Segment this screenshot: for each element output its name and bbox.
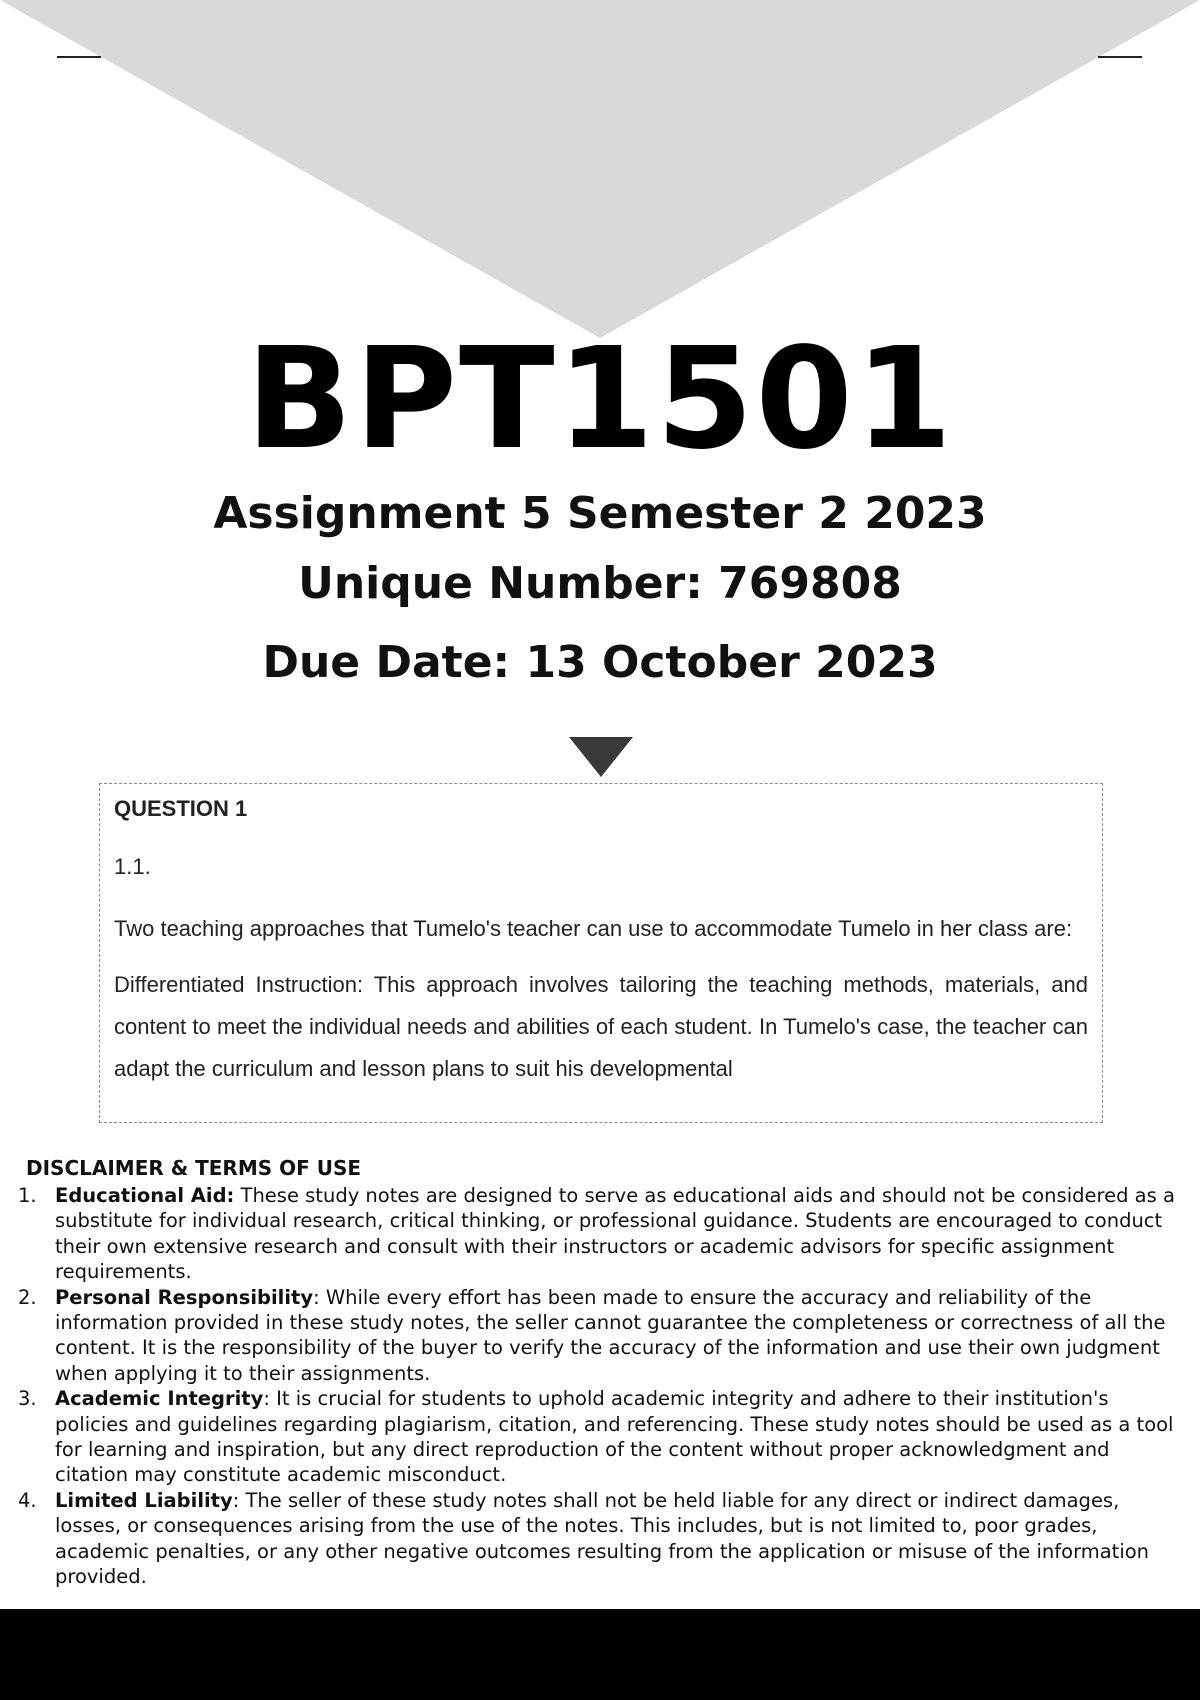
banner-triangle-decoration	[0, 0, 1200, 340]
due-date: Due Date: 13 October 2023	[262, 637, 938, 688]
question-number: 1.1.	[114, 854, 151, 879]
disclaimer-item-number: 4.	[18, 1488, 37, 1512]
disclaimer-item-text: : The seller of these study notes shall not be held liable for any direct or indirect damages, losses, or consequences arising from the use of the notes. This includes, but is not limited to, poor grades, academic penalties, or any other negative outcomes resulting from the application or misuse of the information provided.	[55, 1488, 1150, 1589]
disclaimer-item	[18, 1488, 1188, 1590]
banner-triangle	[0, 0, 1200, 338]
disclaimer-item-heading: Personal Responsibility	[55, 1285, 314, 1309]
disclaimer-item-number: 3.	[18, 1387, 37, 1411]
disclaimer-item	[18, 1386, 1188, 1488]
disclaimer-list	[18, 1183, 1188, 1590]
disclaimer-item-text: : While every effort has been made to ensure the accuracy and reliability of the information provided in these study notes, the seller cannot guarantee the completeness or correctness of all the content. It is the responsibility of the buyer to verify the accuracy of the information and use their own judgment when applying it to their assignments.	[55, 1285, 1166, 1385]
disclaimer-section	[18, 1155, 1188, 1590]
disclaimer-item-number: 1.	[18, 1184, 37, 1207]
question-heading: QUESTION 1	[114, 796, 248, 821]
disclaimer-item-heading: Academic Integrity	[55, 1387, 264, 1411]
course-code-title: BPT1501	[245, 318, 955, 481]
disclaimer-item-text: : It is crucial for students to uphold academic integrity and adhere to their institution's policies and guidelines regarding plagiarism, citation, and referencing. These study notes should be used as a tool for learning and inspiration, but any direct reproduction of the content without proper acknowledgment and citation may constitute academic misconduct.	[55, 1387, 1174, 1487]
answer-preview-box	[99, 783, 1103, 1123]
unique-number: Unique Number: 769808	[298, 558, 902, 609]
disclaimer-item-number: 2.	[18, 1285, 37, 1309]
down-arrow-icon	[569, 737, 633, 777]
footer-bar	[0, 1609, 1200, 1700]
answer-paragraph: Two teaching approaches that Tumelo's teacher can use to accommodate Tumelo in her class are:	[114, 916, 1073, 941]
answer-paragraph: Differentiated Instruction: This approach involves tailoring the teaching methods, materials, and content to meet the individual needs and abilities of each student. In Tumelo's case, the teacher can adapt the curriculum and lesson plans to suit his developmental	[114, 972, 1088, 1081]
assignment-title: Assignment 5 Semester 2 2023	[213, 488, 987, 539]
disclaimer-item-heading: Limited Liability	[55, 1488, 233, 1512]
disclaimer-item	[18, 1285, 1188, 1387]
disclaimer-item	[18, 1183, 1188, 1285]
corner-mark-right	[1098, 56, 1142, 58]
disclaimer-title: DISCLAIMER & TERMS OF USE	[26, 1156, 362, 1180]
corner-mark-left	[57, 56, 101, 58]
disclaimer-item-text: These study notes are designed to serve as educational aids and should not be considered as a substitute for individual research, critical thinking, or professional guidance. Students are encouraged to conduct their own extensive research and consult with their instructors or academic advisors for specific assignment requirements.	[55, 1184, 1175, 1284]
disclaimer-item-heading: Educational Aid:	[55, 1184, 235, 1207]
